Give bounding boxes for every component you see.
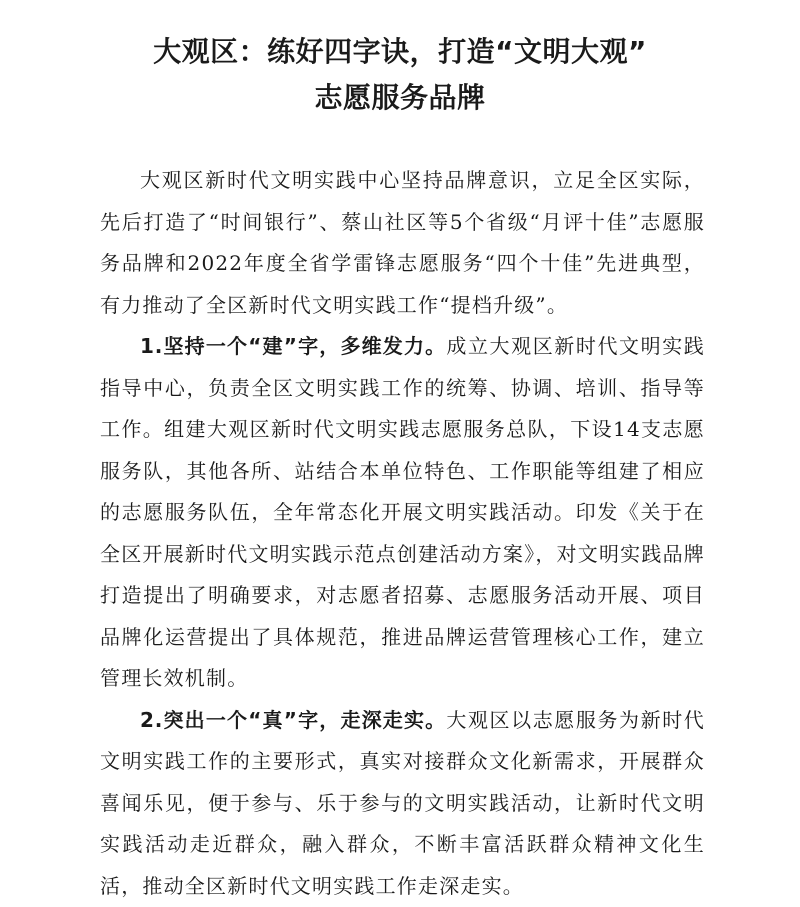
- section-1-paragraph: [100, 326, 705, 700]
- section-2-text: 大观区以志愿服务为新时代文明实践工作的主要形式，真实对接群众文化新需求，开展群众喜闻乐见，便于参与、乐于参与的文明实践活动，让新时代文明实践活动走近群众，融入群众，不断丰富活跃群众精神文化生活，推动全区新时代文明实践工作走深走实。: [100, 708, 705, 898]
- document-title-line-1: 大观区：练好四字诀，打造“文明大观”: [0, 32, 800, 72]
- section-1-text: 成立大观区新时代文明实践指导中心，负责全区文明实践工作的统筹、协调、培训、指导等工作。组建大观区新时代文明实践志愿服务总队，下设14支志愿服务队，其他各所、站结合本单位特色、工作职能等组建了相应的志愿服务队伍，全年常态化开展文明实践活动。印发《关于在全区开展新时代文明实践示范点创建活动方案》，对文明实践品牌打造提出了明确要求，对志愿者招募、志愿服务活动开展、项目品牌化运营提出了具体规范，推进品牌运营管理核心工作，建立管理长效机制。: [100, 334, 705, 690]
- document-title-line-2: 志愿服务品牌: [0, 78, 800, 118]
- section-1-heading: 1.坚持一个“建”字，多维发力。: [140, 334, 446, 358]
- intro-paragraph: 大观区新时代文明实践中心坚持品牌意识，立足全区实际，先后打造了“时间银行”、蔡山社区等5个省级“月评十佳”志愿服务品牌和2022年度全省学雷锋志愿服务“四个十佳”先进典型，有力推动了全区新时代文明实践工作“提档升级”。: [100, 160, 705, 326]
- document-body: [100, 160, 705, 907]
- section-2-heading: 2.突出一个“真”字，走深走实。: [140, 708, 446, 732]
- section-2-paragraph: [100, 700, 705, 907]
